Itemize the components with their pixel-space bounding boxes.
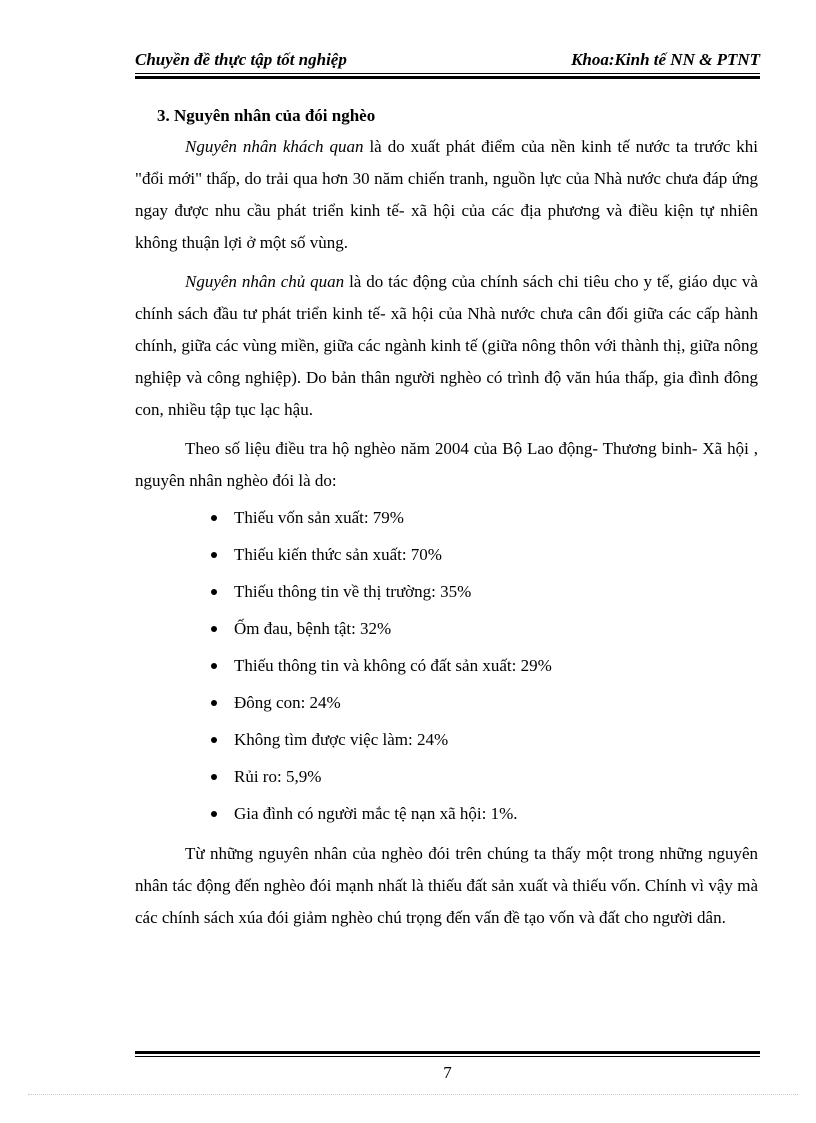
bullet-icon (211, 515, 217, 521)
list-item (207, 573, 758, 610)
header-rule-thin (135, 73, 760, 74)
list-item (207, 499, 758, 536)
list-item (207, 721, 758, 758)
list-item (207, 647, 758, 684)
objective-causes-term: Nguyên nhân khách quan (185, 137, 364, 156)
header-rule-thick (135, 76, 760, 79)
bullet-icon (211, 552, 217, 558)
header-faculty: Khoa:Kinh tế NN & PTNT (571, 50, 760, 69)
bullet-icon (211, 737, 217, 743)
list-item-text: Gia đình có người mắc tệ nạn xã hội: 1%. (234, 804, 518, 823)
page-header (135, 50, 760, 72)
page-number: 7 (443, 1063, 452, 1082)
bullet-icon (211, 700, 217, 706)
page-edge-divider (28, 1094, 798, 1095)
list-item-text: Thiếu vốn sản xuất: 79% (234, 508, 404, 527)
footer-rule-thin (135, 1056, 760, 1057)
list-item-text: Thiếu kiến thức sản xuất: 70% (234, 545, 442, 564)
list-item-text: Không tìm được việc làm: 24% (234, 730, 449, 749)
objective-causes-text: là do xuất phát điểm của nền kinh tế nước ta trước khi "đổi mới" thấp, do trải qua hơn 30 năm chiến tranh, nguồn lực của Nhà nước chưa đáp ứng ngay được nhu cầu phát triển kinh tế- xã hội của các địa phương và điều kiện tự nhiên không thuận lợi ở một số vùng. (135, 137, 758, 252)
subjective-causes-term: Nguyên nhân chủ quan (185, 272, 345, 291)
bullet-icon (211, 626, 217, 632)
bullet-icon (211, 774, 217, 780)
poverty-causes-list (135, 499, 758, 832)
page-body (135, 101, 758, 934)
list-item-text: Đông con: 24% (234, 693, 341, 712)
list-item-text: Thiếu thông tin và không có đất sản xuất: 29% (234, 656, 552, 675)
section-heading: 3. Nguyên nhân của đói nghèo (157, 106, 376, 125)
list-item (207, 536, 758, 573)
bullet-icon (211, 589, 217, 595)
list-item (207, 610, 758, 647)
paragraph-survey-intro: Theo số liệu điều tra hộ nghèo năm 2004 của Bộ Lao động- Thương binh- Xã hội , nguyên nhân nghèo đói là do: (135, 439, 758, 490)
paragraph-objective-causes (135, 131, 758, 259)
paragraph-subjective-causes (135, 266, 758, 426)
header-course-title: Chuyền đề thực tập tốt nghiệp (135, 50, 347, 69)
footer-rule-thick (135, 1051, 760, 1054)
list-item-text: Rủi ro: 5,9% (234, 767, 322, 786)
paragraph-conclusion: Từ những nguyên nhân của nghèo đói trên chúng ta thấy một trong những nguyên nhân tác động đến nghèo đói mạnh nhất là thiếu đất sản xuất và thiếu vốn. Chính vì vậy mà các chính sách xúa đói giảm nghèo chú trọng đến vấn đề tạo vốn và đất cho người dân. (135, 844, 758, 927)
subjective-causes-text: là do tác động của chính sách chi tiêu cho y tế, giáo dục và chính sách đầu tư phát triển kinh tế- xã hội của Nhà nước chưa cân đối giữa các cấp hành chính, giữa các vùng miền, giữa các ngành kinh tế (giữa nông thôn với thành thị, giữa nông nghiệp và công nghiệp). Do bản thân người nghèo có trình độ văn húa thấp, gia đình đông con, nhiều tập tục lạc hậu. (135, 272, 758, 419)
bullet-icon (211, 663, 217, 669)
list-item (207, 795, 758, 832)
list-item (207, 684, 758, 721)
bullet-icon (211, 811, 217, 817)
list-item-text: Thiếu thông tin về thị trường: 35% (234, 582, 472, 601)
list-item-text: Ốm đau, bệnh tật: 32% (234, 619, 392, 638)
list-item (207, 758, 758, 795)
